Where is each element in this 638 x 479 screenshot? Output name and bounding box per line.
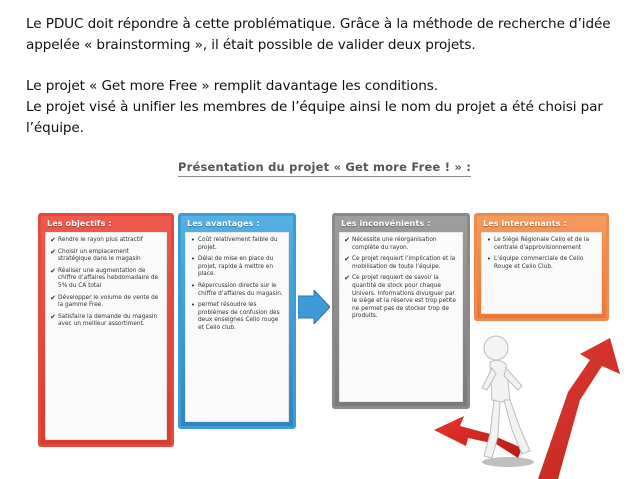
list-item: • Répercussion directe sur le chiffre d’affaires du magasin. — [188, 283, 284, 298]
list-item: ✔ Rendre le rayon plus attractif — [48, 237, 162, 245]
objectifs-list — [45, 232, 167, 440]
bullet-icon: • — [190, 255, 196, 264]
presentation-title — [178, 160, 471, 174]
bullet-icon: • — [190, 301, 196, 310]
checkmark-icon: ✔ — [50, 312, 56, 321]
intervenants-box — [474, 213, 609, 321]
objectifs-title: Les objectifs : — [47, 218, 112, 228]
avantages-title: Les avantages : — [187, 218, 260, 228]
checkmark-icon: ✔ — [50, 236, 56, 244]
bullet-icon: • — [486, 236, 492, 244]
list-item: ✔ Ce projet requiert l’implication et la mobilisation de toute l’équipe. — [342, 256, 458, 271]
list-item: ✔ Satisfaire la demande du magasin avec un meilleur assortiment. — [48, 314, 162, 329]
list-item: • permet résoudre les problèmes de confusion des deux enseignes Celio rouge et Celio club. — [188, 302, 284, 332]
checkmark-icon: ✔ — [50, 293, 56, 302]
bullet-icon: • — [486, 255, 492, 264]
intro-paragraph-2-line-1: Le projet « Get more Free » remplit davantage les conditions. — [26, 78, 438, 94]
intro-paragraph-2-line-2: Le projet visé à unifier les membres de l’équipe ainsi le nom du projet a été choisi par l’équipe. — [26, 99, 603, 136]
blue-arrow-icon — [298, 290, 330, 324]
presentation-title-text: Présentation du projet « Get more Free ! » : — [178, 160, 471, 174]
checkmark-icon: ✔ — [344, 236, 350, 244]
intro-text — [26, 14, 626, 139]
crossroads-figure-illustration — [430, 330, 638, 479]
bullet-icon: • — [190, 236, 196, 244]
list-item: • Coût relativement faible du projet. — [188, 237, 284, 252]
list-item: ✔ Réaliser une augmentation de chiffre d’affaires hebdomadaire de 5% du CA total — [48, 268, 162, 291]
checkmark-icon: ✔ — [50, 266, 56, 275]
list-item: ✔ Ce projet requiert de savoir la quantité de stock pour chaque Univers. Informations divulguer par le siège et la réserve est trop petite ne permet pas de stocker trop de produits. — [342, 275, 458, 321]
intro-paragraph-1: Le PDUC doit répondre à cette problématique. Grâce à la méthode de recherche d’idée appelée « brainstorming », il était possible de valider deux projets. — [26, 16, 611, 53]
list-item: ✔ Nécessite une réorganisation complète du rayon. — [342, 237, 458, 252]
checkmark-icon: ✔ — [344, 274, 350, 283]
list-item: ✔ Choisir un emplacement stratégique dans le magasin — [48, 249, 162, 264]
avantages-list — [185, 232, 289, 422]
list-item: • Le Siège Régionale Celio et de la centrale d’approvisionnement — [484, 237, 597, 252]
bullet-icon: • — [190, 281, 196, 290]
list-item: • Délai de mise en place du projet, rapide à mettre en place. — [188, 256, 284, 279]
intervenants-list — [481, 232, 602, 314]
avantages-box — [178, 213, 296, 429]
checkmark-icon: ✔ — [50, 247, 56, 256]
list-item: ✔ Développer le volume de vente de la gamme Free. — [48, 295, 162, 310]
objectifs-box — [38, 213, 174, 447]
list-item: • L’équipe commerciale de Celio Rouge et Celio Club. — [484, 256, 597, 271]
intervenants-title: Les intervenants : — [483, 218, 567, 228]
inconvenients-title: Les inconvénients : — [341, 218, 431, 228]
checkmark-icon: ✔ — [344, 255, 350, 264]
